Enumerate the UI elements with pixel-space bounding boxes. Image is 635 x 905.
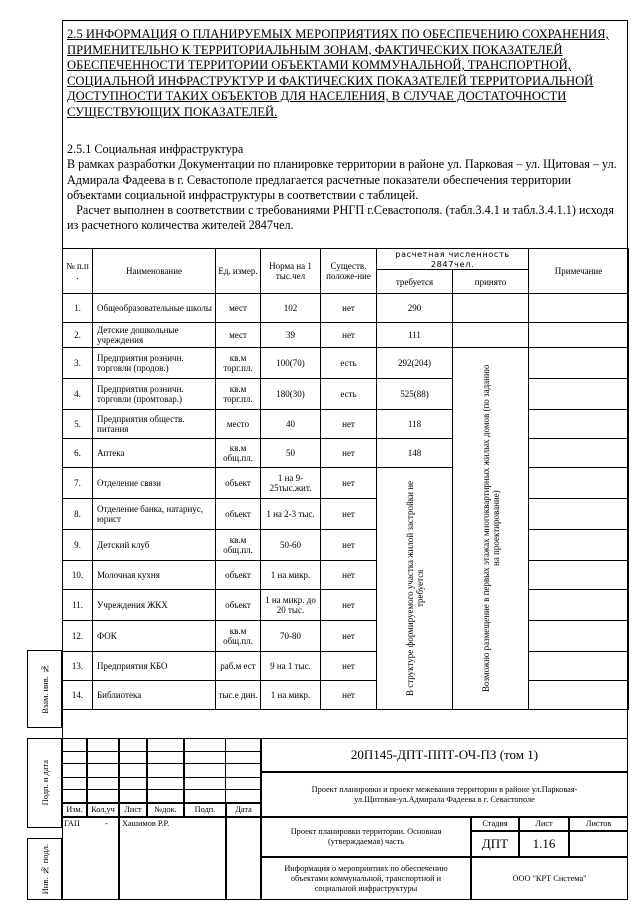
header-unit: Ед. измер. (216, 249, 261, 294)
paragraph-intro: В рамках разработки Документации по планировке территории в районе ул. Парковая – ул. Щитовая – ул. Адмирала Фадеева в г. Севастополе предлагается расчетные показатели обеспечения территории объектами социальной инфраструктуры в соответствии с таблицей. (67, 157, 617, 202)
row-norm: 40 (261, 410, 321, 439)
signature-area-2 (119, 817, 226, 900)
required-vertical-note: В структуре формируемого участка жилой застройки не требуется (404, 479, 425, 696)
row-num: 5. (63, 410, 93, 439)
table-row (63, 294, 629, 323)
row-exist: нет (321, 590, 377, 621)
row-norm: 102 (261, 294, 321, 323)
row-num: 7. (63, 468, 93, 499)
row-exist: нет (321, 410, 377, 439)
row-note (529, 681, 629, 710)
row-name: Общеобразовательные школы (93, 294, 216, 323)
row-unit: кв.м торг.пл. (216, 348, 261, 379)
side-vzam: Взам. инв. № (27, 650, 62, 728)
revision-col (184, 738, 226, 803)
row-num: 2. (63, 323, 93, 348)
row-name: Учреждения ЖКХ (93, 590, 216, 621)
paragraph-calc: Расчет выполнен в соответствии с требованиями РНГП г.Севастополя. (табл.3.4.1 и табл.3.4.1.1) исходя из расчетного количества жителей 2847чел. (67, 203, 617, 233)
col-data: Дата (226, 803, 261, 817)
row-num: 11. (63, 590, 93, 621)
row-name: Отделение связи (93, 468, 216, 499)
row-norm: 100(70) (261, 348, 321, 379)
header-name: Наименование (93, 249, 216, 294)
table-row (63, 499, 629, 530)
revision-col (87, 738, 119, 803)
row-name: Детские дошкольные учреждения (93, 323, 216, 348)
list-value: 1.16 (519, 831, 569, 857)
table-row (63, 410, 629, 439)
row-note (529, 499, 629, 530)
header-accepted: принято (453, 270, 529, 294)
row-name: Библиотека (93, 681, 216, 710)
side-inv: Инв. № подл. (27, 838, 62, 900)
table-row (63, 681, 629, 710)
row-norm: 1 на 2-3 тыс. (261, 499, 321, 530)
row-unit: кв.м общ.пл. (216, 439, 261, 468)
section-body (67, 142, 622, 234)
table-row (63, 323, 629, 348)
side-stamp (27, 650, 62, 900)
row-unit: раб.м ест (216, 652, 261, 681)
row-num: 12. (63, 621, 93, 652)
row-norm: 1 на микр. до 20 тыс. (261, 590, 321, 621)
revision-row (62, 777, 261, 790)
row-note (529, 439, 629, 468)
table-row (63, 590, 629, 621)
row-required: 292(204) (377, 348, 453, 379)
row-required: 148 (377, 439, 453, 468)
row-accepted (453, 294, 529, 323)
table-row (63, 439, 629, 468)
stadia-label: Стадия (471, 817, 519, 831)
col-ndok: №док. (147, 803, 184, 817)
row-exist: нет (321, 499, 377, 530)
row-note (529, 561, 629, 590)
row-exist: нет (321, 652, 377, 681)
row-name: Предприятия КБО (93, 652, 216, 681)
header-required: требуется (377, 270, 453, 294)
row-name: Отделение банка, натариус, юрист (93, 499, 216, 530)
row-note (529, 530, 629, 561)
col-list: Лист (119, 803, 147, 817)
col-izm: Изм. (62, 803, 87, 817)
row-num: 13. (63, 652, 93, 681)
table-row (63, 621, 629, 652)
role-gap: ГАП (64, 818, 80, 828)
row-required: 525(88) (377, 379, 453, 410)
section-heading (67, 27, 622, 121)
row-unit: объект (216, 468, 261, 499)
table-row (63, 561, 629, 590)
table-row (63, 348, 629, 379)
listov-label: Листов (569, 817, 628, 831)
heading-line: ПРИМЕНИТЕЛЬНО К ТЕРРИТОРИАЛЬНЫМ ЗОНАМ, ФАКТИЧЕСКИХ ПОКАЗАТЕЛЕЙ (67, 42, 563, 57)
row-unit: кв.м общ.пл. (216, 530, 261, 561)
row-norm: 50 (261, 439, 321, 468)
row-exist: нет (321, 621, 377, 652)
row-note (529, 652, 629, 681)
row-num: 3. (63, 348, 93, 379)
heading-line: ОБЕСПЕЧЕННОСТИ ТЕРРИТОРИИ ОБЪЕКТАМИ КОММУНАЛЬНОЙ, ТРАНСПОРТНОЙ, (67, 58, 571, 73)
header-exist: Существ. положе-ние (321, 249, 377, 294)
row-unit: объект (216, 561, 261, 590)
date-area (226, 817, 261, 900)
row-exist: есть (321, 348, 377, 379)
heading-line: ДОСТУПНОСТИ ТАКИХ ОБЪЕКТОВ ДЛЯ НАСЕЛЕНИЯ, В СЛУЧАЕ ДОСТАТОЧНОСТИ (67, 89, 567, 104)
row-exist: нет (321, 561, 377, 590)
row-name: Детский клуб (93, 530, 216, 561)
row-unit: место (216, 410, 261, 439)
subsection-title: 2.5.1 Социальная инфраструктура (67, 142, 244, 156)
row-num: 9. (63, 530, 93, 561)
row-name: Аптека (93, 439, 216, 468)
revision-col (119, 738, 147, 803)
col-podp: Подп. (184, 803, 226, 817)
row-name: Предприятия розничн. торговли (продов.) (93, 348, 216, 379)
heading-line: СОЦИАЛЬНОЙ ИНФРАСТРУКТУР И ФАКТИЧЕСКИХ ПОКАЗАТЕЛЕЙ ТЕРРИТОРИАЛЬНОЙ (67, 73, 594, 88)
header-calc: расчетная численность 2847чел. (377, 249, 529, 270)
row-unit: мест (216, 323, 261, 348)
header-norm: Норма на 1 тыс.чел (261, 249, 321, 294)
listov-value (569, 831, 628, 857)
header-num: № п.п . (63, 249, 93, 294)
row-exist: нет (321, 681, 377, 710)
social-infrastructure-table (62, 248, 629, 710)
row-num: 14. (63, 681, 93, 710)
row-unit: кв.м торг.пл. (216, 379, 261, 410)
row-num: 6. (63, 439, 93, 468)
sheet-title: Информация о мероприятиях по обеспечению объектами коммунальной, транспортной и социальной инфраструктуры (261, 857, 471, 900)
accepted-vertical-note: Возможно размещение в первых этажах многоквартирных жилых домов (по заданию на проектирование) (480, 363, 501, 692)
row-note (529, 621, 629, 652)
row-exist: нет (321, 468, 377, 499)
row-norm: 39 (261, 323, 321, 348)
stadia-value: ДПТ (471, 831, 519, 857)
table-row (63, 530, 629, 561)
organization: ООО "КРТ Система" (471, 857, 628, 900)
person-name: Хашимов Р.Р. (122, 818, 170, 828)
row-exist: нет (321, 323, 377, 348)
heading-line: 2.5 ИНФОРМАЦИЯ О ПЛАНИРУЕМЫХ МЕРОПРИЯТИЯХ ПО ОБЕСПЕЧЕНИЮ СОХРАНЕНИЯ, (67, 27, 609, 41)
accepted-merged (453, 348, 529, 710)
doc-title: Проект планировки территории. Основная (утверждаемая) часть (261, 817, 471, 857)
row-norm: 1 на 9-25тыс.жит. (261, 468, 321, 499)
table-row (63, 379, 629, 410)
required-merged (377, 468, 453, 710)
row-note (529, 294, 629, 323)
row-norm: 70-80 (261, 621, 321, 652)
row-norm: 180(30) (261, 379, 321, 410)
row-norm: 1 на микр. (261, 561, 321, 590)
row-num: 1. (63, 294, 93, 323)
row-unit: мест (216, 294, 261, 323)
row-unit: тыс.е дин. (216, 681, 261, 710)
row-exist: есть (321, 379, 377, 410)
signature-area (62, 817, 119, 900)
row-unit: кв.м общ.пл. (216, 621, 261, 652)
row-name: Молочная кухня (93, 561, 216, 590)
header-note: Примечание (529, 249, 629, 294)
title-stamp (62, 738, 628, 900)
row-norm: 9 на 1 тыс. (261, 652, 321, 681)
row-required: 111 (377, 323, 453, 348)
row-unit: объект (216, 590, 261, 621)
row-note (529, 590, 629, 621)
heading-line: СУЩЕСТВУЮЩИХ ПОКАЗАТЕЛЕЙ. (67, 104, 278, 119)
revision-col (62, 738, 87, 803)
row-num: 8. (63, 499, 93, 530)
row-name: ФОК (93, 621, 216, 652)
row-unit: объект (216, 499, 261, 530)
table-row (63, 468, 629, 499)
row-name: Предприятия розничн. торговли (промтовар.) (93, 379, 216, 410)
row-num: 4. (63, 379, 93, 410)
row-note (529, 468, 629, 499)
row-name: Предприятия обществ. питания (93, 410, 216, 439)
row-num: 10. (63, 561, 93, 590)
row-required: 290 (377, 294, 453, 323)
row-accepted (453, 323, 529, 348)
row-exist: нет (321, 439, 377, 468)
list-label: Лист (519, 817, 569, 831)
row-note (529, 410, 629, 439)
row-required: 118 (377, 410, 453, 439)
row-note (529, 379, 629, 410)
revision-col (147, 738, 184, 803)
project-title: Проект планировки и проект межевания территории в районе ул.Парковая-ул.Щитовая-ул.Адмирала Фадеева в г. Севастополе (261, 772, 628, 817)
revision-row (62, 751, 261, 764)
role-dot: - (105, 818, 108, 828)
col-koluch: Кол.уч (87, 803, 119, 817)
row-norm: 1 на микр. (261, 681, 321, 710)
row-note (529, 348, 629, 379)
row-exist: нет (321, 294, 377, 323)
document-code: 20П145-ДПТ-ППТ-ОЧ-ПЗ (том 1) (261, 738, 628, 772)
row-norm: 50-60 (261, 530, 321, 561)
row-note (529, 323, 629, 348)
table-row (63, 652, 629, 681)
row-exist: нет (321, 530, 377, 561)
side-podp: Подп. и дата (27, 738, 62, 828)
